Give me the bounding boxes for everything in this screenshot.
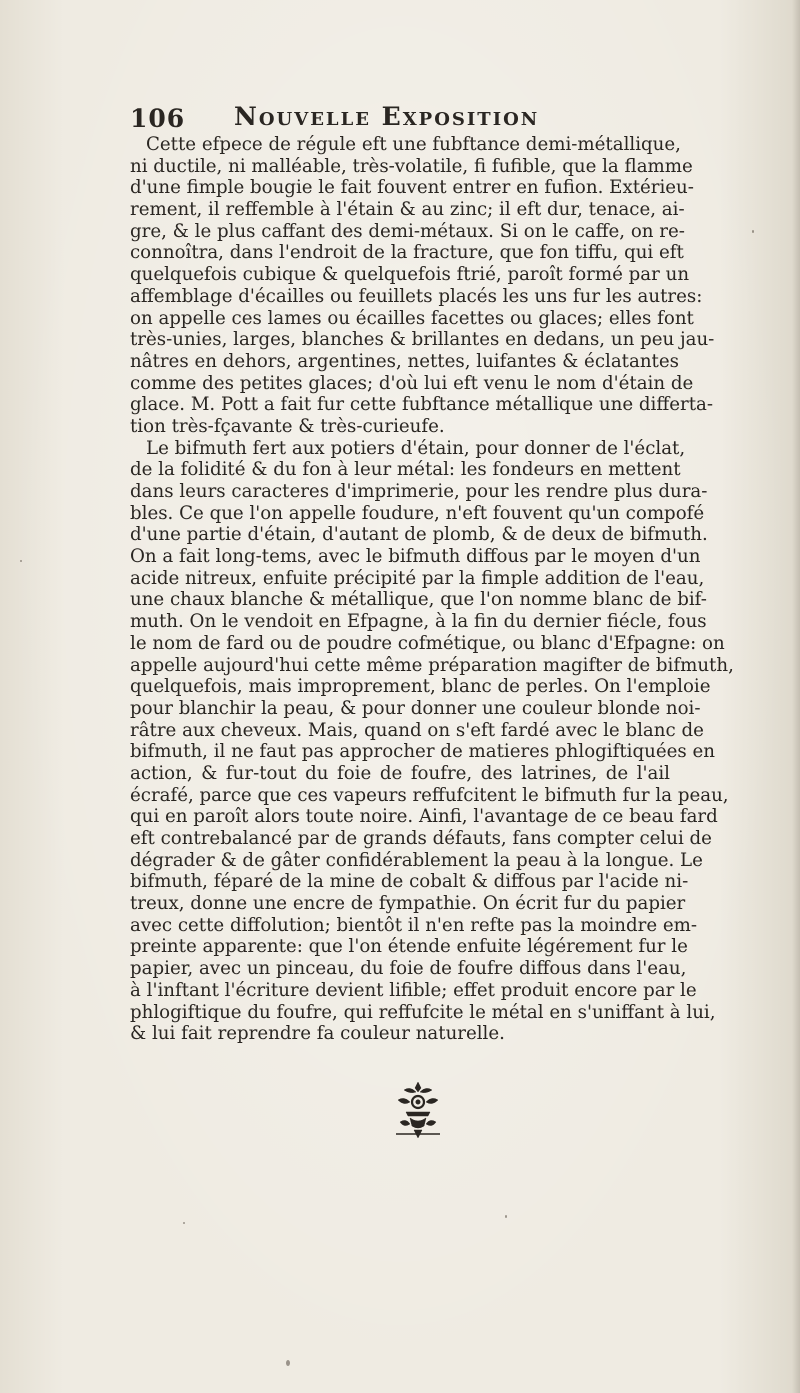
page-header (130, 100, 670, 136)
printers-ornament-icon (390, 1078, 446, 1142)
text-line: d'une fimple bougie le fait fouvent entrer en fufion. Extérieu- (130, 177, 694, 199)
text-line: d'une partie d'étain, d'autant de plomb, & de deux de bifmuth. (130, 524, 708, 546)
text-line: bles. Ce que l'on appelle foudure, n'eft fouvent qu'un compofé (130, 502, 705, 524)
text-line: nâtres en dehors, argentines, nettes, luifantes & éclatantes (130, 350, 679, 372)
text-line: qui en paroît alors toute noire. Ainfi, l'avantage de ce beau fard (130, 806, 718, 828)
text-line: phlogiftique du foufre, qui reffufcite le métal en s'uniffant à lui, (130, 1001, 716, 1023)
text-line: quelquefois, mais improprement, blanc de perles. On l'emploie (130, 676, 711, 698)
page-edge-shadow (792, 0, 800, 1393)
page-number: 106 (130, 104, 186, 133)
text-line: preinte apparente: que l'on étende enfuite légérement fur le (130, 936, 688, 958)
text-line: glace. M. Pott a fait fur cette fubftance métallique une differta- (130, 394, 714, 416)
text-line: comme des petites glaces; d'où lui eft venu le nom d'étain de (130, 372, 694, 394)
text-line: à l'inftant l'écriture devient lifible; effet produit encore par le (130, 979, 697, 1001)
text-line: acide nitreux, enfuite précipité par la fimple addition de l'eau, (130, 567, 705, 589)
text-line: appelle aujourd'hui cette même préparation magifter de bifmuth, (130, 654, 734, 676)
text-line: & lui fait reprendre fa couleur naturelle. (130, 1023, 505, 1045)
text-line: dégrader & de gâter confidérablement la peau à la longue. Le (130, 849, 703, 871)
text-line: avec cette diffolution; bientôt il n'en refte pas la moindre em- (130, 914, 698, 936)
text-line: Cette efpece de régule eft une fubftance demi-métallique, (146, 134, 681, 155)
body-text (130, 134, 734, 1045)
text-line: ni ductile, ni malléable, très-volatile, fi fufible, que la flamme (130, 155, 693, 177)
text-line: muth. On le vendoit en Efpagne, à la fin du dernier fiécle, fous (130, 611, 707, 633)
text-line: une chaux blanche & métallique, que l'on nomme blanc de bif- (130, 589, 707, 611)
text-line: action, & fur-tout du foie de foufre, des latrines, de l'ail (130, 762, 670, 784)
text-line: papier, avec un pinceau, du foie de foufre diffous dans l'eau, (130, 958, 687, 980)
text-line: rement, il reffemble à l'étain & au zinc; il eft dur, tenace, ai- (130, 199, 685, 221)
text-line: très-unies, larges, blanches & brillantes en dedans, un peu jau- (130, 329, 715, 351)
text-line: affemblage d'écailles ou feuillets placés les uns fur les autres: (130, 285, 703, 307)
text-line: Le bifmuth fert aux potiers d'étain, pour donner de l'éclat, (146, 437, 686, 459)
text-line: eft contrebalancé par de grands défauts, fans compter celui de (130, 828, 712, 849)
text-line: quelquefois cubique & quelquefois ftrié, paroît formé par un (130, 264, 690, 286)
text-line: dans leurs caracteres d'imprimerie, pour les rendre plus dura- (130, 481, 708, 502)
text-line: on appelle ces lames ou écailles facettes ou glaces; elles font (130, 307, 694, 329)
running-title: Nouvelle Exposition (234, 102, 540, 131)
text-line: pour blanchir la peau, & pour donner une couleur blonde noi- (130, 697, 701, 719)
text-line: écrafé, parce que ces vapeurs reffufcitent le bifmuth fur la peau, (130, 784, 729, 806)
text-line: bifmuth, il ne faut pas approcher de matieres phlogiftiquées en (130, 741, 715, 763)
text-line: connoîtra, dans l'endroit de la fracture, que fon tiffu, qui eft (130, 242, 684, 264)
text-line: On a fait long-tems, avec le bifmuth diffous par le moyen d'un (130, 546, 701, 568)
text-line: râtre aux cheveux. Mais, quand on s'eft fardé avec le blanc de (130, 719, 704, 741)
text-line: gre, & le plus caffant des demi-métaux. Si on le caffe, on re- (130, 220, 685, 242)
text-line: treux, donne une encre de fympathie. On écrit fur du papier (130, 893, 686, 915)
text-line: bifmuth, féparé de la mine de cobalt & diffous par l'acide ni- (130, 871, 689, 893)
text-line: tion très-fçavante & très-curieufe. (130, 415, 445, 437)
text-line: le nom de fard ou de poudre cofmétique, ou blanc d'Efpagne: on (130, 632, 725, 654)
text-line: de la folidité & du fon à leur métal: les fondeurs en mettent (130, 459, 681, 481)
